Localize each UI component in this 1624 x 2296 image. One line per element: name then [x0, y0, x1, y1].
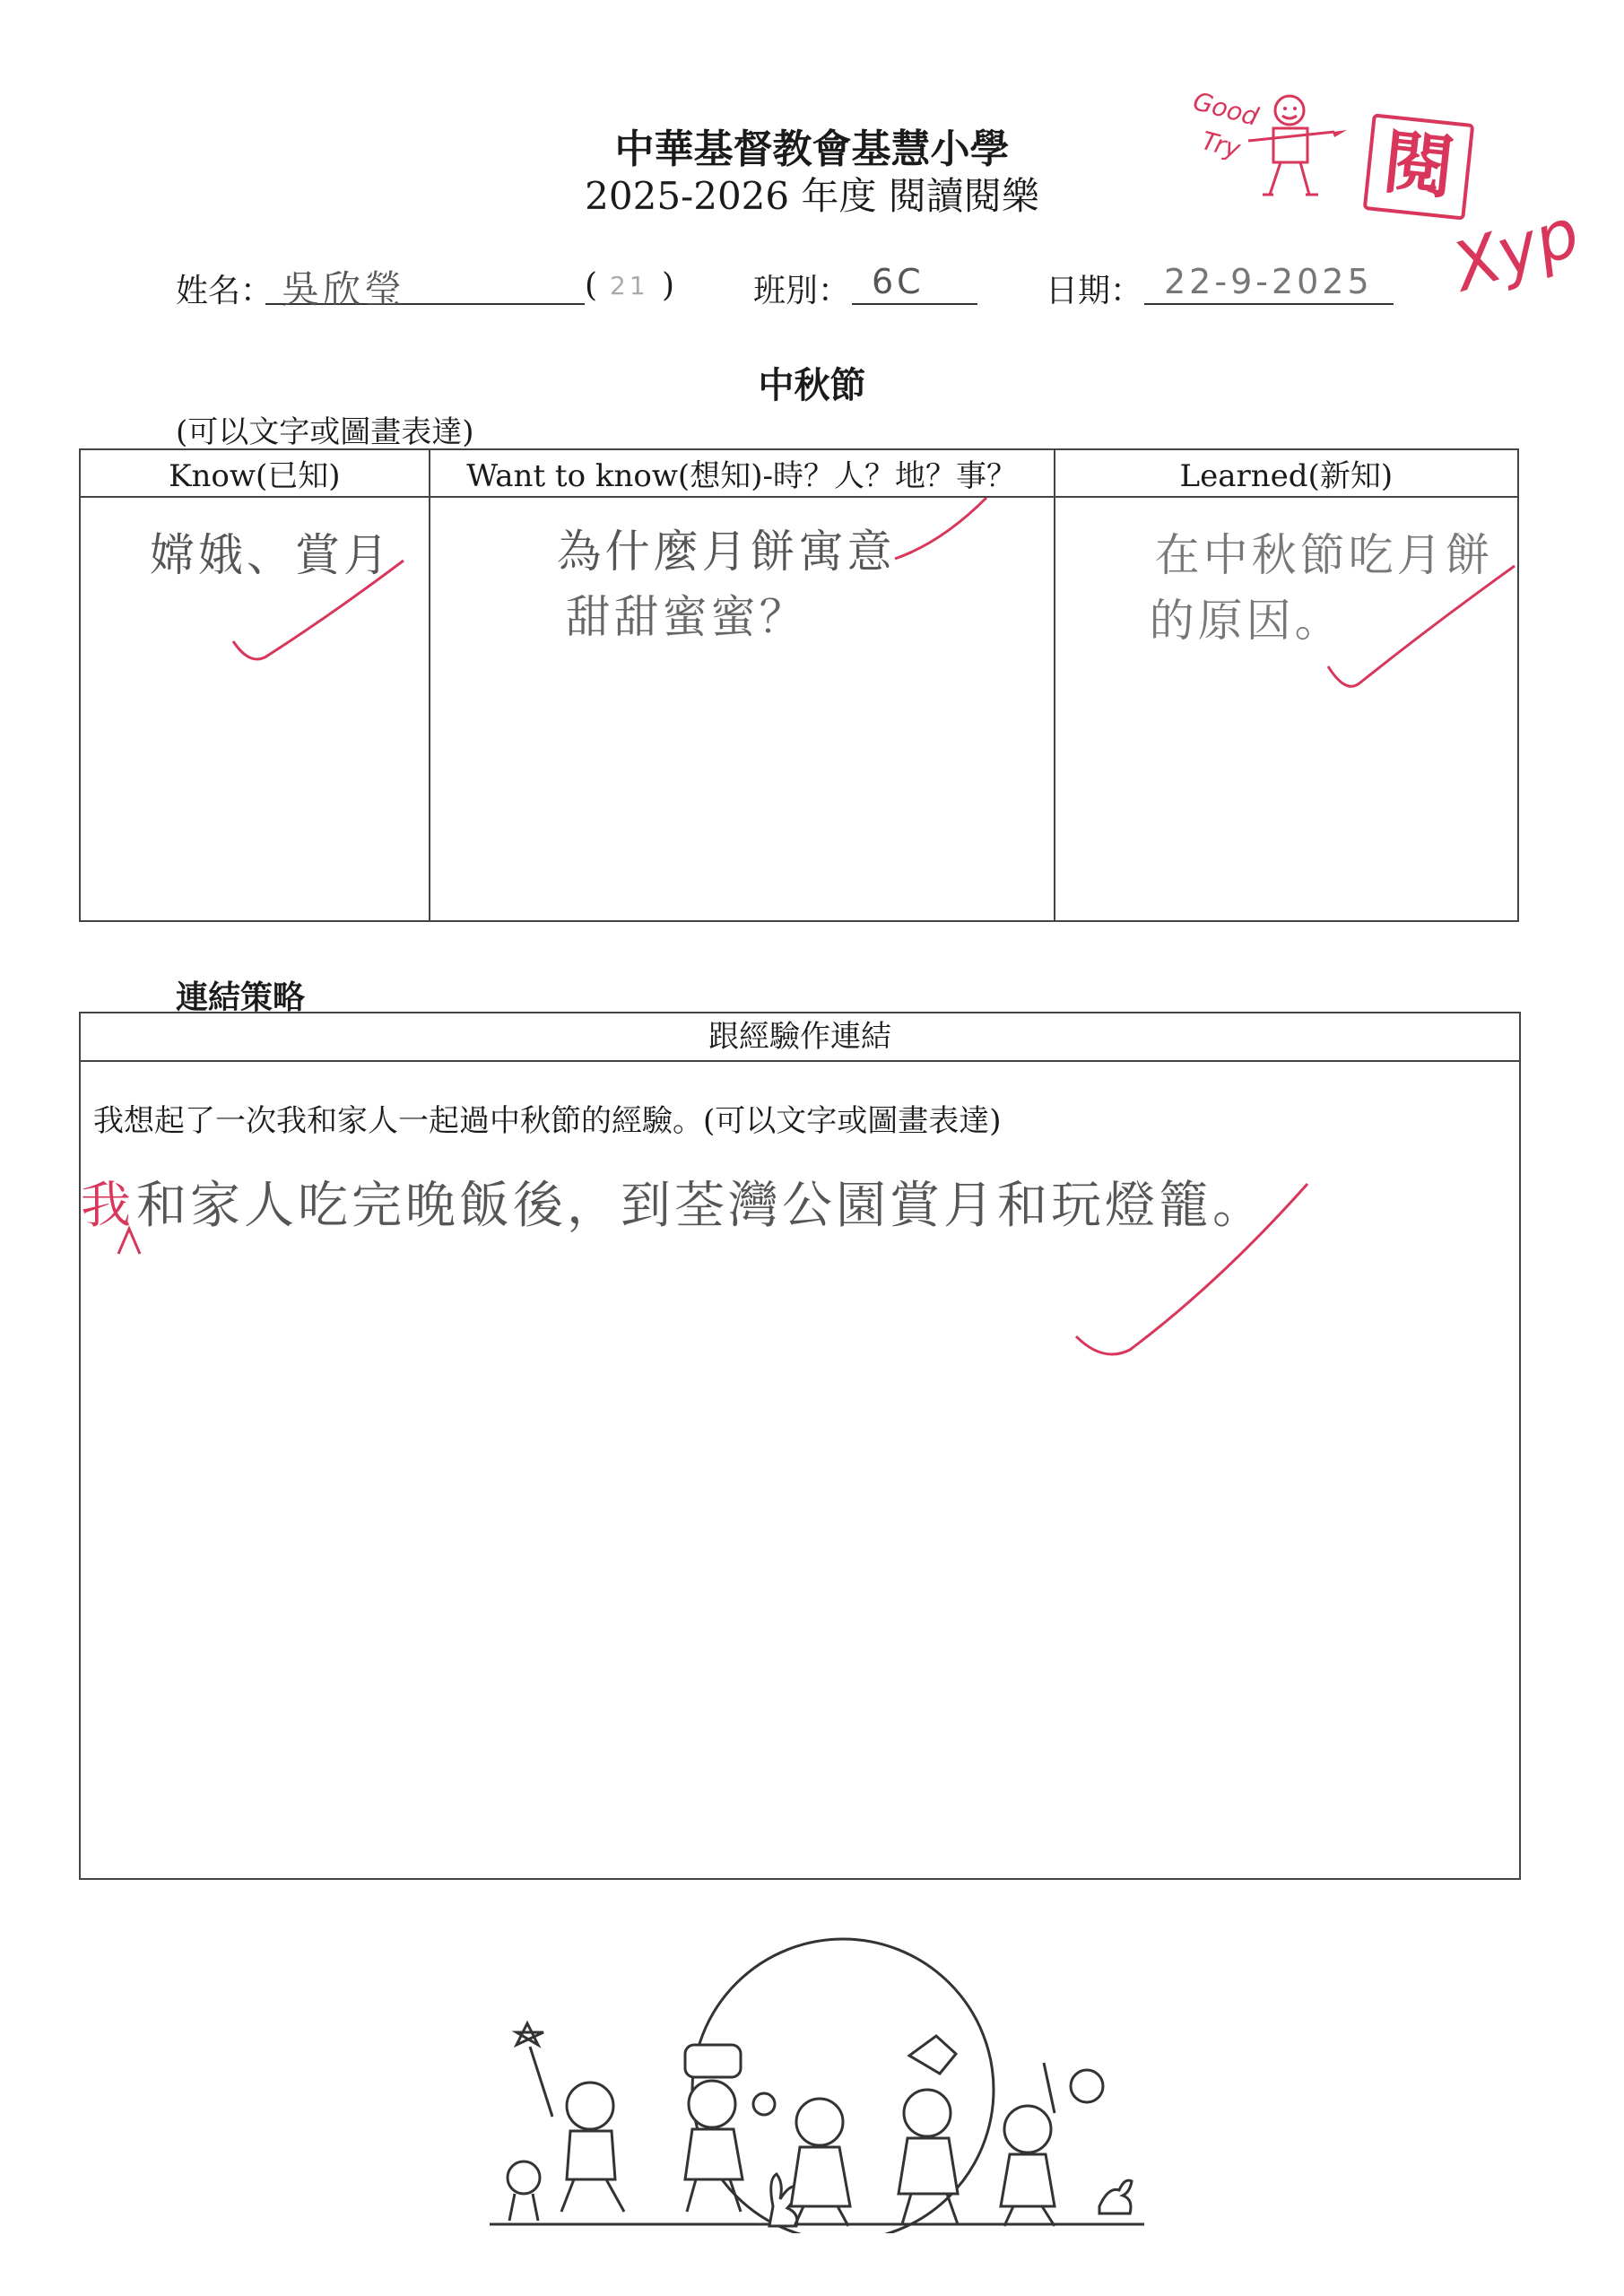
date-value: 22-9-2025: [1164, 262, 1373, 301]
connection-prompt: 我想起了一次我和家人一起過中秋節的經驗。(可以文字或圖畫表達): [93, 1103, 1002, 1139]
caret-insert-icon: [113, 1223, 149, 1259]
cartoon-kid-icon: [1184, 85, 1354, 206]
topic-title: 中秋節: [758, 364, 866, 406]
kwl-cell-learned: [1055, 497, 1518, 921]
connection-section-label: 連結策略: [176, 978, 306, 1016]
checkmark-icon: [1067, 1175, 1318, 1372]
read-stamp: [1363, 113, 1475, 220]
class-value: 6C: [872, 262, 925, 301]
name-field: [265, 260, 585, 311]
year-title: 2025-2026 年度 閱讀閱樂: [585, 174, 1039, 218]
read-stamp-text: 閱: [1379, 121, 1458, 210]
checkmark-icon: [1324, 562, 1522, 706]
teacher-signature: Xyp: [1444, 194, 1589, 307]
good-try-text-1: Good: [1189, 86, 1262, 132]
kwl-note: (可以文字或圖畫表達): [176, 414, 474, 450]
date-field: [1144, 260, 1394, 305]
class-label: 班別：: [753, 273, 851, 309]
good-try-text-2: Try: [1198, 125, 1244, 165]
name-value: 吳欣瑩: [282, 267, 406, 311]
answer-insert-mark: 我: [81, 1177, 136, 1235]
know-answer: 嫦娥、賞月: [150, 529, 392, 581]
learned-answer-line2: 的原因。: [1149, 595, 1343, 647]
class-field: [852, 260, 977, 305]
want-answer-line1: 為什麼月餅寓意: [556, 526, 896, 578]
connection-box-title: 跟經驗作連結: [81, 1013, 1519, 1062]
number-close-paren: ): [662, 267, 675, 304]
name-label: 姓名：: [176, 273, 274, 309]
kwl-header-want: Want to know(想知)-時？人？地？事？: [430, 449, 1055, 497]
number-value: 21: [610, 271, 649, 300]
mid-autumn-illustration: [481, 1910, 1180, 2233]
school-name: 中華基督教會基慧小學: [614, 126, 1010, 172]
checkmark-icon: [888, 498, 995, 578]
connection-box: [79, 1012, 1521, 1880]
answer-text: 和家人吃完晚飯後，到荃灣公園賞月和玩燈籠。: [136, 1177, 1266, 1235]
learned-answer-line1: 在中秋節吃月餅: [1154, 529, 1494, 581]
good-try-stamp: [1184, 85, 1354, 206]
kwl-table: [79, 448, 1519, 922]
date-label: 日期：: [1046, 273, 1143, 309]
kwl-header-know: Know(已知): [80, 449, 430, 497]
kwl-header-learned: Learned(新知): [1055, 449, 1518, 497]
checkmark-icon: [224, 552, 421, 677]
kwl-cell-know: [80, 497, 430, 921]
number-open-paren: (: [585, 267, 598, 304]
want-answer-line2: 甜甜蜜蜜？: [565, 591, 808, 643]
kwl-cell-want: [430, 497, 1055, 921]
